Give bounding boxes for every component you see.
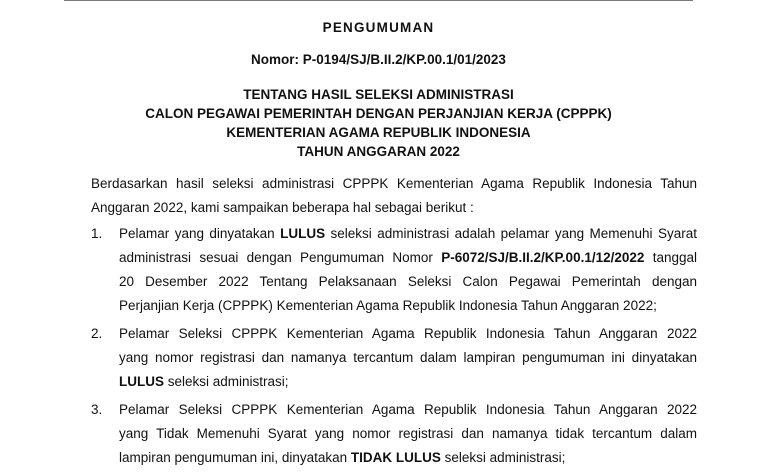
text-run: tanggal xyxy=(644,250,697,265)
text-line xyxy=(119,370,697,394)
intro-paragraph xyxy=(91,172,697,220)
emphasis-tidak-lulus: TIDAK LULUS xyxy=(350,450,441,465)
list-item-number: 3. xyxy=(91,402,103,417)
list-item-number: 2. xyxy=(91,326,103,341)
subject-line: CALON PEGAWAI PEMERINTAH DENGAN PERJANJIAN KERJA (CPPPK) xyxy=(145,106,612,121)
emphasis-lulus: LULUS xyxy=(119,374,164,389)
list-item-text xyxy=(119,322,697,394)
text-run: seleksi administrasi; xyxy=(440,450,566,465)
text-run: seleksi administrasi adalah pelamar yang Memenuhi Syarat xyxy=(325,226,697,241)
text-line: 20 Desember 2022 Tentang Pelaksanaan Seleksi Calon Pegawai Pemerintah dengan xyxy=(119,274,697,289)
text-line: yang nomor registrasi dan namanya tercantum dalam lampiran pengumuman ini dinyatakan xyxy=(119,350,697,365)
document-title: PENGUMUMAN xyxy=(322,20,435,35)
list-item xyxy=(91,398,697,470)
list-item-text xyxy=(119,222,697,318)
list-item xyxy=(91,222,697,318)
text-line xyxy=(119,222,697,246)
text-run: administrasi sesuai dengan Pengumuman Nomor xyxy=(119,250,442,265)
list-item xyxy=(91,322,697,394)
document-body xyxy=(91,172,697,474)
top-rule xyxy=(64,0,693,1)
list-item-number: 1. xyxy=(91,226,103,241)
subject-line: TAHUN ANGGARAN 2022 xyxy=(297,144,460,159)
subject-line: TENTANG HASIL SELEKSI ADMINISTRASI xyxy=(243,87,514,102)
reference-number: P-6072/SJ/B.II.2/KP.00.1/12/2022 xyxy=(441,250,645,265)
intro-line: Berdasarkan hasil seleksi administrasi CPPPK Kementerian Agama Republik Indonesia Tahun xyxy=(91,176,697,191)
text-run: lampiran pengumuman ini, dinyatakan xyxy=(119,450,351,465)
document-subject xyxy=(0,85,757,161)
text-line: yang Tidak Memenuhi Syarat yang nomor registrasi dan namanya tidak tercantum dalam xyxy=(119,426,697,441)
document-number: Nomor: P-0194/SJ/B.II.2/KP.00.1/01/2023 xyxy=(251,52,506,67)
intro-line: Anggaran 2022, kami sampaikan beberapa hal sebagai berikut : xyxy=(91,200,474,215)
text-run: seleksi administrasi; xyxy=(164,374,289,389)
emphasis-lulus: LULUS xyxy=(280,226,326,241)
text-line: Pelamar Seleksi CPPPK Kementerian Agama Republik Indonesia Tahun Anggaran 2022 xyxy=(119,326,697,341)
text-line: Perjanjian Kerja (CPPPK) Kementerian Agama Republik Indonesia Tahun Anggaran 2022; xyxy=(119,298,657,313)
text-line xyxy=(119,246,697,270)
subject-line: KEMENTERIAN AGAMA REPUBLIK INDONESIA xyxy=(226,125,531,140)
list-item-text xyxy=(119,398,697,470)
text-line: Pelamar Seleksi CPPPK Kementerian Agama Republik Indonesia Tahun Anggaran 2022 xyxy=(119,402,697,417)
text-run: Pelamar yang dinyatakan xyxy=(119,226,281,241)
